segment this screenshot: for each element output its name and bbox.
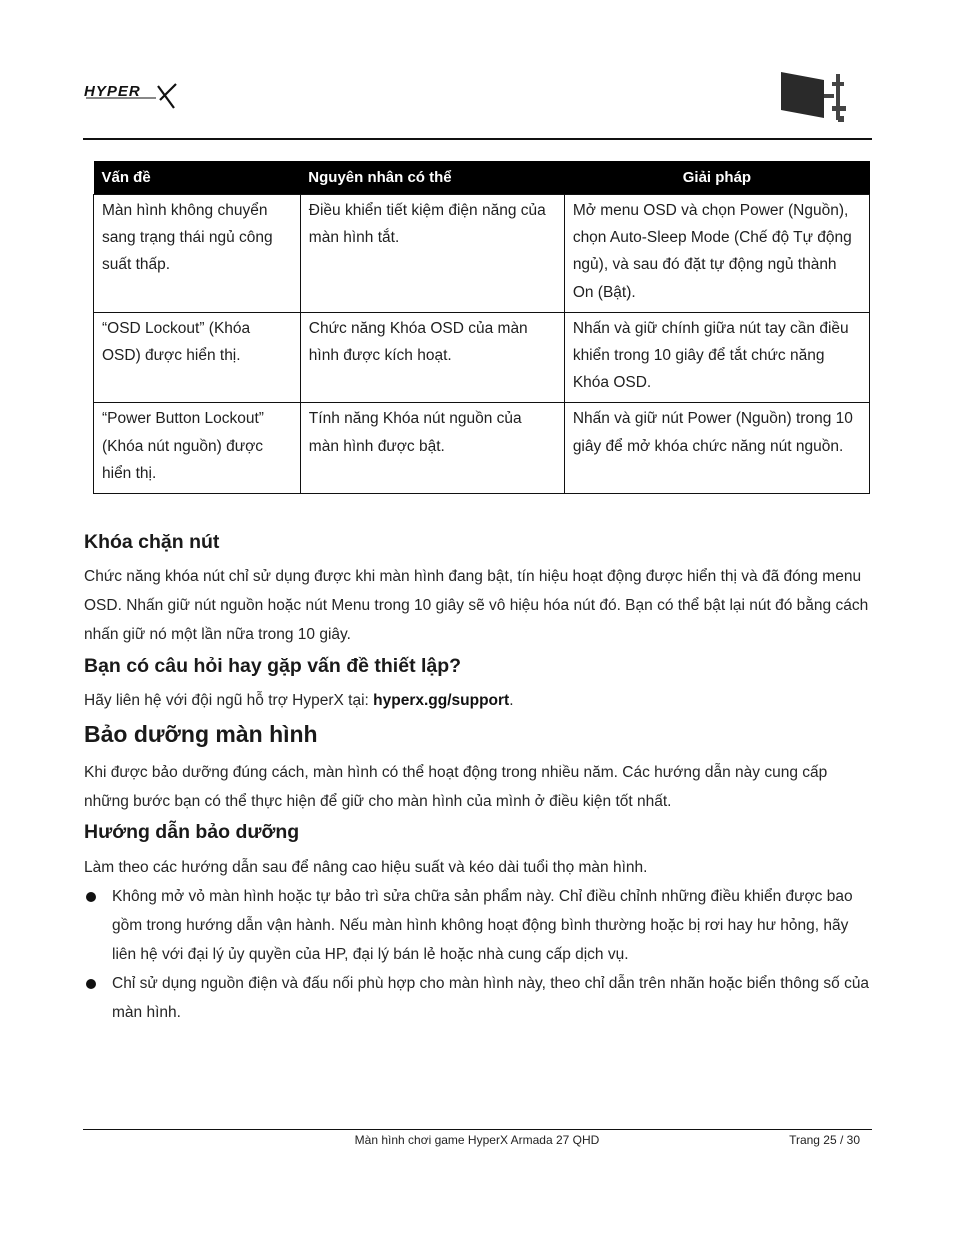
column-header-issue: Vấn đề [94,161,301,195]
table-cell: Chức năng Khóa OSD của màn hình được kích hoạt. [300,312,564,403]
support-suffix: . [509,692,514,709]
hyperx-logo [84,80,180,112]
button-lock-heading: Khóa chặn nút [84,531,220,553]
list-item [84,969,874,1027]
care-paragraph: Khi được bảo dưỡng đúng cách, màn hình có thể hoạt động trong nhiều năm. Các hướng dẫn này cung cấp những bước bạn có thể thực hiện để giữ cho màn hình của mình ở điều kiện tốt nhất. [84,764,828,810]
table-cell: Tính năng Khóa nút nguồn của màn hình được bật. [300,403,564,494]
table-cell: Mở menu OSD và chọn Power (Nguồn), chọn Auto-Sleep Mode (Chế độ Tự động ngủ), và sau đó đặt tự động ngủ thành On (Bật). [564,195,869,313]
table-cell: Nhấn và giữ nút Power (Nguồn) trong 10 giây để mở khóa chức năng nút nguồn. [564,403,869,494]
footer-divider [83,1129,872,1130]
support-heading: Bạn có câu hỏi hay gặp vấn đề thiết lập? [84,655,462,677]
bullet-icon [86,979,96,989]
column-header-cause: Nguyên nhân có thể [300,161,564,195]
list-item [84,882,874,969]
table-cell: “OSD Lockout” (Khóa OSD) được hiển thị. [94,312,301,403]
table-row [94,403,870,494]
table-header-row [94,161,870,195]
troubleshooting-table [93,161,870,494]
header-divider [83,138,872,140]
list-item-text: Chỉ sử dụng nguồn điện và đấu nối phù hợp cho màn hình này, theo chỉ dẫn trên nhãn hoặc biển thông số của màn hình. [112,975,870,1021]
care-heading: Bảo dưỡng màn hình [84,721,318,747]
table-cell: “Power Button Lockout” (Khóa nút nguồn) được hiển thị. [94,403,301,494]
page-number: Trang 25 / 30 [789,1133,860,1147]
guide-heading: Hướng dẫn bảo dưỡng [84,821,300,843]
list-item-text: Không mở vỏ màn hình hoặc tự bảo trì sửa chữa sản phẩm này. Chỉ điều chỉnh những điều khiển được bao gồm trong hướng dẫn vận hành. Nếu màn hình không hoạt động bình thường hoặc bị rơi hay hư hỏng, hãy liên hệ với đại lý ủy quyền của HP, đại lý bán lẻ hoặc nhà cung cấp dịch vụ. [112,888,853,963]
button-lock-paragraph: Chức năng khóa nút chỉ sử dụng được khi màn hình đang bật, tín hiệu hoạt động được hiển thị và đã đóng menu OSD. Nhấn giữ nút nguồn hoặc nút Menu trong 10 giây sẽ vô hiệu hóa nút đó. Bạn có thể bật lại nút đó bằng cách nhấn giữ nó một lần nữa trong 10 giây. [84,568,869,643]
svg-text:HYPER: HYPER [84,83,141,100]
table-cell: Điều khiển tiết kiệm điện năng của màn hình tắt. [300,195,564,313]
table-row [94,195,870,313]
support-text: Hãy liên hệ với đội ngũ hỗ trợ HyperX tại: [84,692,374,709]
monitor-on-arm-icon [778,72,852,124]
bullet-icon [86,892,96,902]
support-link[interactable]: hyperx.gg/support [373,692,510,709]
table-cell: Màn hình không chuyển sang trạng thái ngủ công suất thấp. [94,195,301,313]
guide-intro: Làm theo các hướng dẫn sau để nâng cao hiệu suất và kéo dài tuổi thọ màn hình. [84,859,648,876]
column-header-solution: Giải pháp [564,161,869,195]
footer-title: Màn hình chơi game HyperX Armada 27 QHD [354,1133,600,1147]
table-row [94,312,870,403]
table-cell: Nhấn và giữ chính giữa nút tay cần điều khiển trong 10 giây để tắt chức năng Khóa OSD. [564,312,869,403]
support-paragraph [84,686,874,715]
